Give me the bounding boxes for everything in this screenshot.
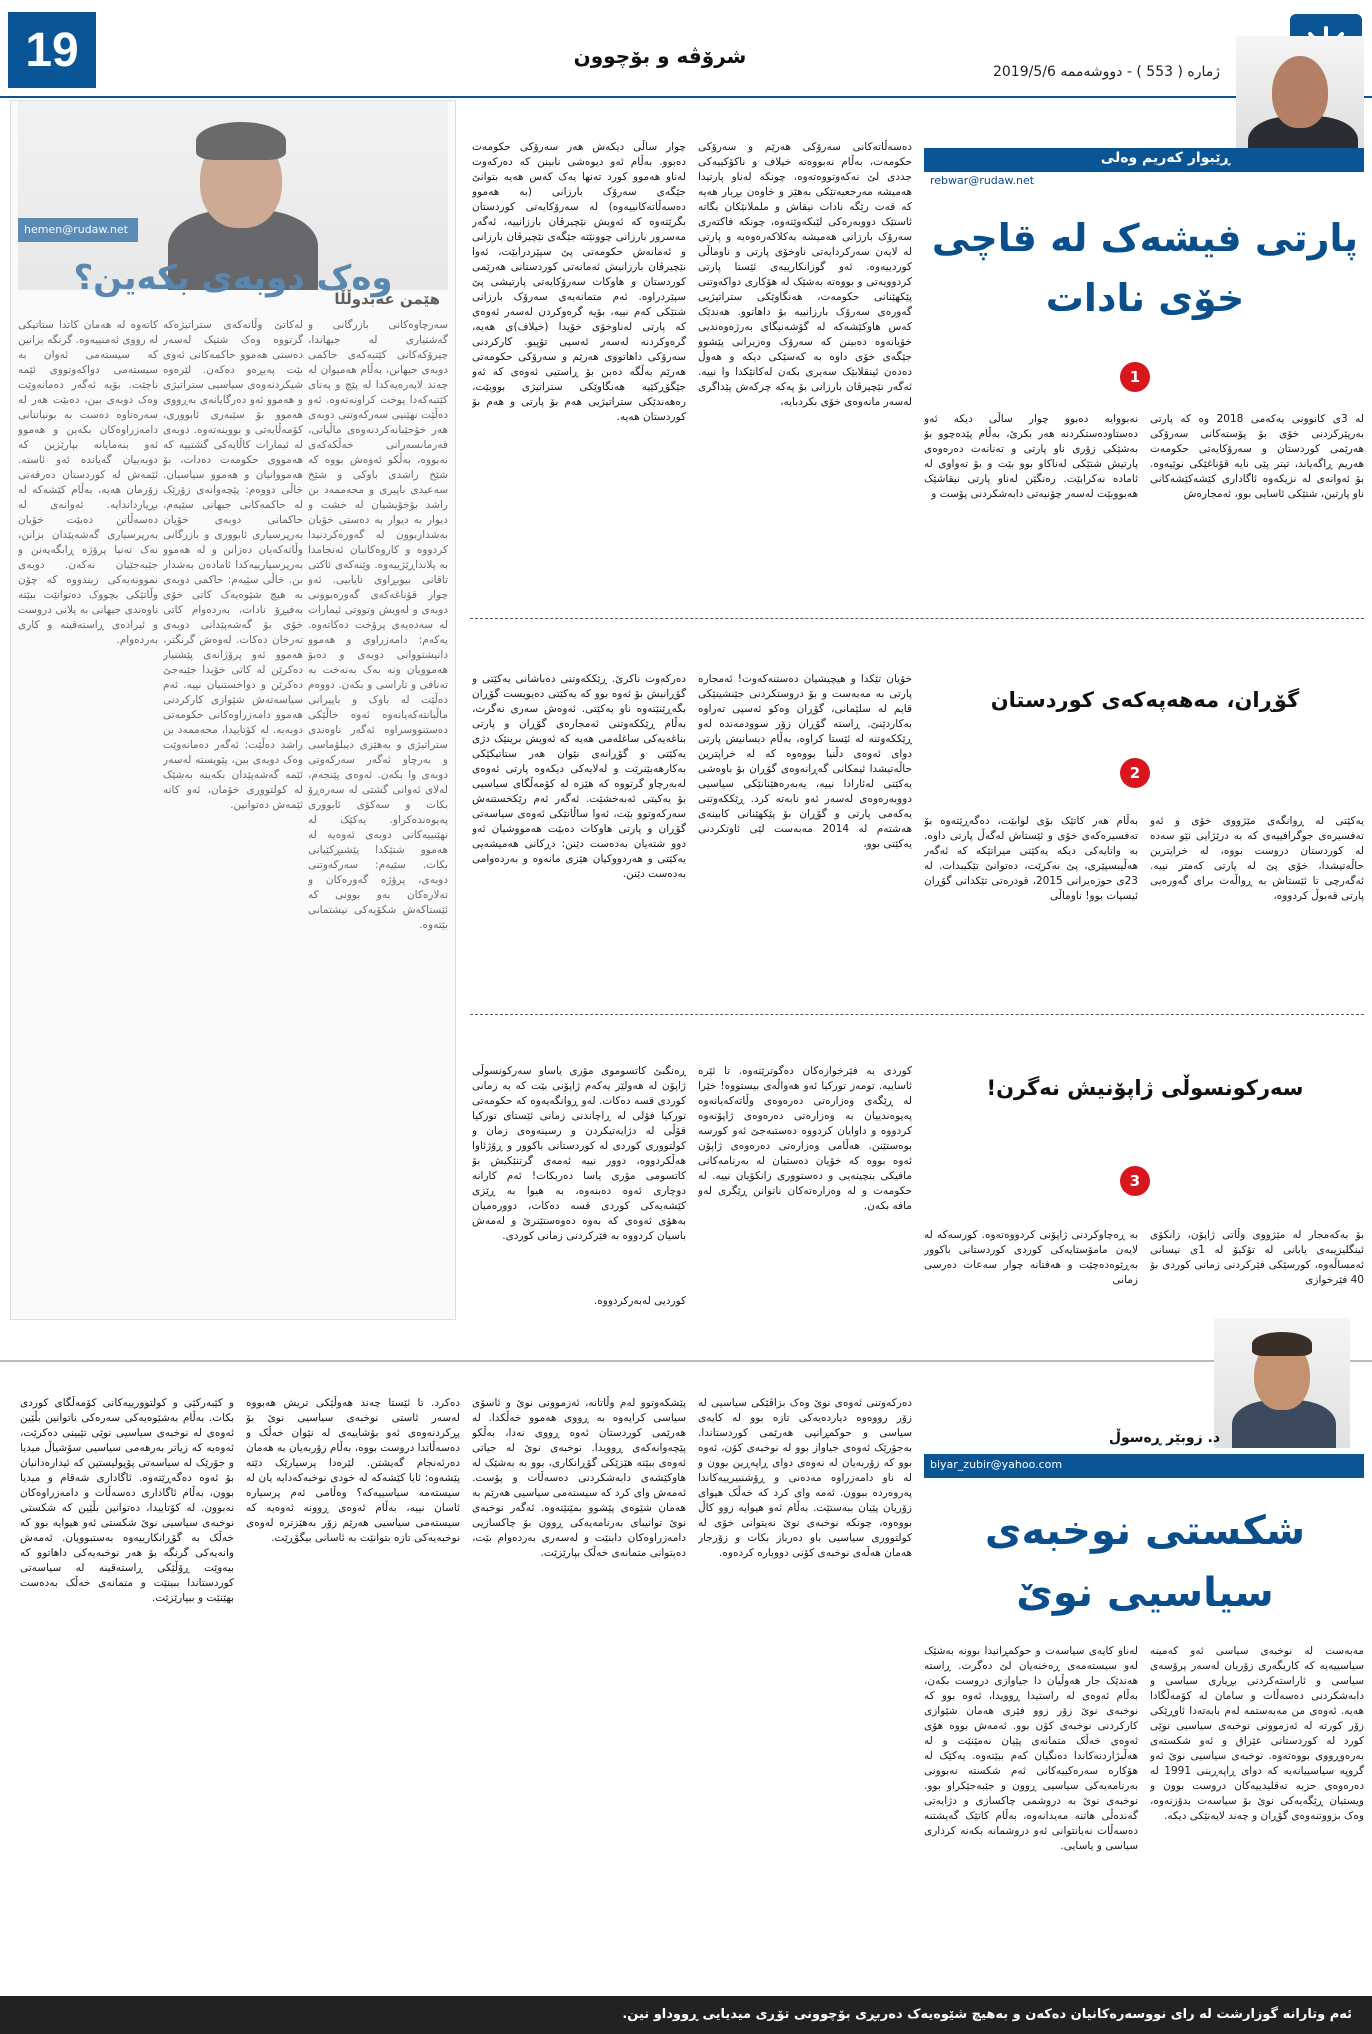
article1-s3-col3: کوردی بە فێرخوازەکان دەگوترێتەوە. تا ئێرە ئاساییە. تومەز تورکیا ئەو هەواڵەی بیستووە! خێرا لە ڕێگەی وەزارەتی دەرەوەی وڵاتەکەیانەوە پەیوەندییان بە وەزارەتی دەرەوەی ژاپۆنەوە کردووە و داوایان کردووە دەستبەجێ ئەو کورسە بوەستێنن. هەڵامی وەزارەتی دەرەوەی ژاپۆن ئەوە بووە کە خۆیان دەستیان لە بەرنامەکانی مافیکی بنچینەیی و دەستووری زانکۆیان نییە. لە حکومەت و لە وەزارەتەکان ناتوانن ڕێگری لەو مافە بکەن. [698,1065,912,1212]
article1-s3-col5: کوردیی لەبەرکردووە. [593,1295,686,1307]
section-title: شرۆڤە و بۆچوون [573,44,747,68]
author-name-hemen: هێمن عەبدوڵڵا [334,290,440,308]
article3-col5: دەکرد. تا ئێستا چەند هەوڵێکی تریش هەبووە لەسەر ئاستی نوخبەی سیاسیی نوێ بۆ پڕکردنەوەی ئەو بۆشاییەی لە نێوان خەڵک و دەسەڵاتدا دروست بووە، بەڵام زۆربەیان بە هەمان دەرئەنجام گەیشتن. لێرەدا پرسیارێک دێتە پێشەوە: ئایا کێشەکە لە خودی نوخبەکەدایە یان لە سیستەمە سیاسییەکە؟ وەڵامی ئەم پرسیارە ئاسان نییە، بەڵام ئەوەی ڕوونە ئەوەیە کە سیستەمی سیاسیی هەرێم زۆر بەهێزترە لەوەی نوخبەیەکی تازە بتوانێت بە ئاسانی بیگۆڕێت. [246,1397,460,1544]
article1-s2-col4: دەرکەوت ناکرێ. ڕێککەوتنی دەباشانی یەکێتی و گۆڕانیش بۆ ئەوە بوو کە یەکێتی دەیویست گۆڕان بگەڕێنێتەوە ناو یەکێتی. ئەوەش سەری نەگرت، بەڵام ڕێککەوتنی ئەمجارەی گۆڕان و پارتی بناغەیەکی ساغلەمی هەیە کە ئەویش برینێک دژی یەکێتی و گۆڕانەی نێوان هەر ستاتیکێکی بەکارهەبێنرێت و لەلایەکی دیکەوە پارتی ئەوەی لەبەرچاو گرتووە کە هێزە لە کۆمەڵگای سیاسیی بۆ یەکیتی ئەبەخشێت. ئەگەر ئەم رێکخستنەش سەرکەوتوو بێت، ئەوا ساڵانێکی ئەوەی سیاسەتی گۆڕان و پارتی هاوکات دەبێت هەمووشیان ئەو دوو شتەیان بەدەست دێنن: دڕکانی هەمیشەیی یەکێتی و هەردووکیان هێزی مانەوە و بەردەوامی بەدەست دێنن. [472,673,686,880]
article1-s1-col2: نەبووایە دەبوو چوار ساڵی دیکە ئەو دەستاودەستکردنە هەر بکرێ، بەڵام پێدەچوو بۆ بەشێکی زۆری ناو پارتی و تەنانەت دەرەوەی پارتیش شتێکی لەناکاو بوو بێت و بۆ تەواوی لە ئامادە نەکرابێت. رەنگێن لەناو پارتی نیقاشێک هەبووبێت لەسەر چۆنیەتی دابەشکردنی پۆست و [924,413,1138,500]
article1-s2-col2: بەڵام هەر کاتێک بۆی لوابێت، دەگەڕێتەوە بۆ تەفسیرەکەی خۆی و ئێستاش لەگەڵ پارتی داوە. بە واتایەکی دیکە یەکێتی میراتێکە کە ئەگەر هەڵیبسپێری، پێ نەکرێت، دەتوانێ تێکیبدات. لە 23ی حوزەیرانی 2015، قودرەتی تێکدانی گۆڕان ئیسپات بوو! ناوماڵی [924,815,1138,902]
section2-subtitle: گۆڕان، مەهەپەکەی کوردستان [990,688,1300,712]
section3-subtitle: سەرکونسوڵی ژاپۆنیش نەگرن! [986,1076,1304,1100]
article1-title-line1: پارتی فیشەک لە قاچی [931,216,1359,260]
email-zubir[interactable]: biyar_zubir@yahoo.com [930,1458,1063,1471]
page-number: 19 [25,23,79,77]
footer-bar [0,1996,1372,2034]
article3-col3: دەرکەوتنی ئەوەی نوێ وەک بزاڤێکی سیاسیی لە زۆر رووەوە دیاردەیەکی تازە بوو لە کایەی سیاسی و حوکمڕانیی هەرێمی کوردستاندا. بەجۆرێک ئەوەی جیاواز بوو لە نوخبەی کۆن، ئەوە بوو کە زۆربەیان لە نەوەی دوای ڕاپەڕین بوون و لە ناو دامەزراوە مەدەنی و ڕۆشنبیرییەکاندا پەروەردە ببوون. ئەمە وای کرد کە خەڵک هیوای زۆریان پێیان ببەستێت. بەڵام ئەو هیوایە زوو کاڵ بووەوە، چونکە نوخبەی نوێ نەیتوانی خۆی لە کولتووری سیاسیی باو دەرباز بکات و زۆرجار هەمان هەڵەی نوخبەی کۆنی دووبارە کردەوە. [698,1397,912,1559]
article1-s3-col4: ڕەنگبێ کاتسوموی مۆری یاساو سەرکونسوڵی ژاپۆن لە هەولێر یەکەم ژاپۆنی بێت کە بە زمانی کوردی قسە دەکات. لەو ڕوانگەیەوە کە حکومەتی تورکیا فۆلی لە ڕاچاندنی زمانی ئێستای تورکیا قۆڵی لە دژایەتیکردن و رسینەوەی زمان و کولتووری کوردی لە کوردستانی باکوور و ڕۆژئاوا هەڵکردووە، دوور نییە ئەمەی گرتنێکیش بۆ کاتسومی مۆری یاسا دەربکات! ئەم کارانە دوچاری ئەوە دەبنەوە، بە هیوا بە ڕێزی کێشەیەکی کوردی قسە دەکات، دوورەمیان بەهۆی ئەوەی کە بەوە دەوەستێنرێ و لەمەش باسیان کردووە بە فێرکردنی زمانی کوردی. [472,1065,686,1242]
author-name-rebwar: ڕێبوار کەریم وەلی [1100,150,1230,166]
article1-s3-col1: بۆ بەکەمجار لە مێژووی وڵاتی ژاپۆن، زانکۆی ئینگلیزیبەی یابانی لە تۆکیۆ لە 1ی نیسانی ئەمساڵەوە، کورسێکی فێرکردنی زمانی کوردی بۆ 40 فێرخوازی [1150,1229,1364,1286]
article1-s1-col4: چوار ساڵی دیکەش هەر سەرۆکی حکومەت دەبوو. بەڵام ئەو دیوەشی نابینن کە دەرکەوت لەناو هەموو کورد تەنها یەک کەس هەیە بتوانێ جێگەی سەرۆک بارزانی (بە هەموو دەسەڵاتەکانییەوە) لە سەرۆکایەتی کوردستان بگرێتەوە کە ئەویش نێچیرڤان بارزانییە، ئەگەر مەسرور بارزانی چوونێتە جێگەی نێچیرڤان بارزانی و ئەمانەش حکومەتی پێ سپێردرابێت، ئەوا نێچیرڤان بارزانیش ئەمانەتی کوردستانی هەرێمی کوردستان و هاوکات سەرۆکایەتی پارتیشی پێ سپێردراوە. ئەم متمانەیەی سەرۆک بارزانی شتێکی کەم نییە، بۆیە گرەوکردن لەسەر ئەوەی کە پارتی لەناوخۆی خۆیدا (خیلاف)ی هەیە، گرەوکردنە لەسەر ئەسپی تۆپیو. کارکردنی سەرۆکی داهاتووی هەرێم و سەرۆکی حکومەتی هەرێم بەڵگە دەبن بۆ ڕاستیی ئەوەی کە ئەو جێگۆڕکێیە هەنگاوێکی ستراتیژی بووبێت، رەهەندێکی ستراتیژیی هەم بۆ پارتی و هەم بۆ کوردستان هەیە. [472,141,686,423]
article1-title-line2: خۆی نادات [1045,276,1245,320]
author-photo-rebwar [1236,36,1364,160]
article2-col2: لەکاتێ وڵاتەکەی ستراتیژەکە گرتووە وەک شتیک لەسەر دەستی هەموو حاکمەکانی ئەوی بێت پەیڕەو دەکەن. لێرەوە شیکردنەوەی سیاسیی ستراتیژی و هەموو ئەو دەرگایانەی بەڕووی هەموو بۆ سێبەری ئابووری، کۆمەڵایەتی و بووینەتەوە. دوبەی لە ئیمارات کاڵایەکی گشتییە کە هەمووی حکومەت دەدات، بۆ هەمووانیان و هەموو سیاسیان. خاڵی دووەم: پێچەوانەی زۆرێک لە حاکمەکانی جیهانی سێیەم، حاکمانی دوبەی خۆیان بەرپرسیاری ئابووری و بازرگانی وڵاتەکەیان دەزانن و لە هەموو بەرپرسیارییەکدا ئامادەن بەشدار بن. خاڵی سێیەم: حاکمی دوبەی بە هیچ شێوەیەک کاتی خۆی بەفیڕۆ نادات، بەردەوام کاتی خۆی بۆ گەشەپێدانی دوبەی تەرخان دەکات. لەوەش گرنگتر، هەموو ئەو پرۆژانەی پێشنیار دەکرێن لە کاتی خۆیدا جێبەجێ دەکرێن و دواخستنیان نییە. ئەم سیاسەتەش شێوازی کارکردنی هەموو دامەزراوەکانی حکومەتی دوبەیە. لە کۆتاییدا، محەممەد بن راشد دەڵێت: ئەگەر دەمانەوێت وەک دوبەی بین، پێویستە لەسەر ئێمە گەشەپێدان بکەینە بەشێک لە کولتووری خۆمان، ئەو کاتە ئێمەش دەتوانین. [163,319,303,811]
article2-col3: کاتەوە لە هەمان کاتدا ستاتیکی لە رووی ئەمنییەوە. گرنگە بزانین کە سیستەمی ئەوان بە سیستەمی دواکەوتووی ئێمە ناچێت. بۆیە ئەگەر دەمانەوێت وەک دوبەی بین، دەبێت هەر لە سەرەتاوە دەست بە بونیاتنانی دامەزراوەکان بکەین و هەموو ئەو بنەمایانە بپارێزین کە دوبەییان گەیاندە ئەو ئاستە. ئێمەش لە کوردستان دەرفەتی زۆرمان هەیە، بەڵام کێشەکە لە بڕیارداندایە. ئەوانەی لە دەسەڵاتن دەبێت خۆیان بەرپرسیاری گەشەپێدان بزانن، نەک تەنیا پرۆژە ڕابگەیەنن و جێبەجێیان نەکەن. دوبەی نموونەیەکی زیندووە کە چۆن وڵاتێکی بچووک دەتوانێت ببێتە ناوەندی جیهانی بە پلانی دروست و ئیرادەی ڕاستەقینە و کاری بەردەوام. [18,319,158,646]
section-number-3: 3 [1120,1166,1150,1196]
issue-info: ژمارە ( 553 ) - دووشەممە 2019/5/6 [992,64,1220,80]
email-rebwar[interactable]: rebwar@rudaw.net [930,174,1035,187]
article3-title-line2: سیاسیی نوێ [1016,1570,1274,1616]
article2-title: وەک دوبەی بکەین؟ [73,258,393,298]
section-divider-1 [470,618,1364,619]
article1-s3-col2: بە ڕەچاوکردنی ژاپۆنی کردووەتەوە. کورسەکە لە لایەن مامۆستایەکی کوردی کوردستانی باکوور بەڕێوەدەچێت و هەفتانە چوار سەعات دەرسی زمانی [924,1229,1138,1286]
page-number-box [8,12,96,88]
article1-s2-col3: خۆیان تێکدا و هیچیشیان دەستنەکەوت! ئەمجارە پارتی بە مەبەست و بۆ دروستکردنی جێنشینێکی قایم لە سلێمانی، گۆڕان وەکو ئەسپی تەراوە بەکاردێنێ. ڕاستە گۆڕان زۆر سوودمەندە لەو ڕێککەوتنە لە ئێستا کراوە، بەڵام دیسانیش پارتی دوای ئەوەی دڵنیا بووەوە کە لە خراپترین حاڵەتیشدا ئیمکانی گەڕانەوەی گۆڕان بۆ باوەشی یەکێتی لەئارادا نییە، یەبەرەهێنانێکی سیاسیی دووبەرەوەی لەسەر ئەو نابەتە کرد. ڕێککەوتنی یەکەمی پارتی و گۆڕان بۆ پێکهێنانی کابینەی هەشتەم لە 2014 مەبەست لێی ئاوتکردنی یەکێتی بوو، [698,673,912,850]
section-divider-2 [470,1014,1364,1015]
header-divider [0,96,1372,98]
article1-s1-col3: دەسەڵاتەکانی سەرۆکی هەرێم و سەرۆکی حکومەت، بەڵام نەبووەتە خیلاف و ناکۆکییەکی جددی لێ نەکەوتووەتەوە، چونکە لەناو پارتیدا هەمیشە مەرجعیەتێکی بەهێز و خاوەن بڕیار هەیە کە قەت رێگە نادات نیقاش و ململانێکان بگاتە ئاستێک دووبەرەکی لێبکەوێتەوە، چونکە فاکتەری سەرۆک بارزانی هەمیشە بەکلاکەرەوەیە و پارتی لە لایەن سەرکردایەتی ناوخۆی پارتی و ناوماڵی کوردییەوە. ئەو گوزانکارییەی ئێستا پارتی کردوویەتی و بووەتە بەشێک لە هۆکاری دواکەوتنی پێکهێنانی حکومەت، هەنگاوێکی ستراتیژیی گەورەی سەرۆک بارزانییە بۆ داهاتوو. هەندێک کەس هاوکێشەکە لە گۆشەنیگای بەرژەوەندیی خۆیانەوە دەبینن کە سەرۆک وەزیرانی پێشوو جێگەی خۆی داوە بە کەسێکی دیکە و هەوڵ دەدەن ئینقلابێک سەیری بکەن لەکاتێکدا وا نییە. ئەگەر نێچیرڤان بارزانی بۆ پەکە چرکەش پێداگری لەسەر مانەوەی خۆی بکردبایە، [698,141,912,408]
article3-col6: و کێبەرکێی و کولتوورییەکانی کۆمەڵگای کوردی بکات. بەڵام بەشێوەیەکی سەرەکی ناتوانین بڵێین ئەوەی لە نوخبەی سیاسیی نوێی تێبینی دەکرێت، ئەوەیە کە زیاتر بەرهەمی سیاسیی سۆشیاڵ میدیا و جۆرێک لە سیاسەتی پۆپولیستین کە ئیدارەدانیان بۆ ئەوە دەگەڕێتەوە. ئاگاداری شەقام و میدیا بوون، بەڵام ئاگاداری دەسەڵات و دامەزراوەکان نەبوون. لە کۆتاییدا، دەتوانین بڵێین کە شکستی نوخبەی سیاسیی نوێ شکستی ئەو هیوایە بوو کە خەڵک بە گۆڕانکارییەوە بەستبوویان. ئەمەش وانەیەکی گرنگە بۆ هەر نوخبەیەکی داهاتوو کە بیەوێت ڕۆڵێکی ڕاستەقینە لە سیاسەتی کوردستاندا ببینێت و متمانەی خەڵک بەدەست بهێنێت و بیپارێزێت. [20,1397,234,1604]
footer-disclaimer: ئەم وتارانە گوزارشت لە رای نووسەرەکانیان دەکەن و بەهیچ شێوەیەک دەربڕی بۆچوونی تۆڕی میدیایی ڕووداو نین. [622,2007,1352,2022]
page-header [0,0,1372,96]
article3-col4: پێشکەوتوو لەم وڵاتانە، ئەزموونی نوێ و ئاسۆی سیاسی کرایەوە بە ڕووی هەموو خەڵکدا. لە هەرێمی کوردستان ئەوە ڕووی نەدا، بەڵکو پێچەوانەکەی ڕوویدا. نوخبەی نوێ لە جیاتی ئەوەی ببێتە هێزێکی گۆڕانکاری، بوو بە بەشێک لە هاوکێشەی دابەشکردنی دەسەڵات و پۆست. ئەمەش وای کرد کە سیستەمی سیاسیی هەرێم بە هەمان شێوەی پێشوو بمێنێتەوە. ئەگەر نوخبەی نوێ توانیبای بەرنامەیەکی ڕوون بۆ چاکسازیی دامەزراوەکان دابنێت و لەسەری بەردەوام بێت، دەیتوانی متمانەی خەڵک بپارێزێت. [472,1397,686,1559]
article3-col1: مەبەست لە نوخبەی سیاسی ئەو کەمینە سیاسییەیە کە کاریگەری زۆریان لەسەر پرۆسەی سیاسی و ئاراستەکردنی بڕیاری سیاسی و دابەشکردنی دەسەڵات و سامان لە کۆمەڵگادا هەیە. ئەوەی من مەبەستمە لەم بابەتەدا ئاوڕێکی زۆر کورتە لە ئەزموونی نوخبەی سیاسیی نوێی کورد لە کوردستانی عێراق و ئەو شکستەی بەرەوڕووی بووەتەوە. نوخبەی سیاسیی نوێ ئەو گروپە سیاسییانەیە کە دوای ڕاپەڕینی 1991 لە دەرەوەی حزبە تەقلیدییەکان دروست بوون و ویستیان ڕێگەیەکی نوێ بۆ سیاسەت بدۆزنەوە، وەک بزووتنەوەی گۆڕان و چەند لایەنێکی دیکە. [1150,1645,1364,1822]
middle-section-divider [0,1360,1372,1362]
article3-col2: لەناو کایەی سیاسەت و حوکمڕانیدا بوونە بەشێک لەو سیستەمەی ڕەخنەیان لێ دەگرت. ڕاستە هەندێک جار هەوڵیان دا جیاوازی دروست بکەن، بەڵام ئەوەی لە راستیدا ڕوویدا، ئەوە بوو کە نوخبەی نوێ زۆر زوو فێری هەمان شێوازی کارکردنی نوخبەی کۆن بوو. ئەمەش بووە هۆی ئەوەی خەڵک متمانەی پێیان نەمێنێت و لە هەڵبژاردنەکاندا دەنگیان کەم ببێتەوە. یەکێک لە هۆکارە سەرەکییەکانی ئەم شکستە نەبوونی بەرنامەیەکی سیاسیی ڕوون و جێبەجێکراو بوو. نوخبەی نوێ بە دروشمی چاکسازی و دژایەتی گەندەڵی هاتنە مەیدانەوە، بەڵام کاتێک گەیشتنە دەسەڵات نەیانتوانی ئەو دروشمانە بکەنە کرداری سیاسی و یاسایی. [924,1645,1138,1852]
author-photo-zubir [1214,1318,1350,1448]
email-hemen[interactable]: hemen@rudaw.net [24,223,128,236]
article1-s2-col1: یەکێتی لە ڕوانگەی مێژووی خۆی و ئەو تەفسیرەی جوگرافییەی کە بە درێژایی نێو سەدە لە کوردستان دروست بووە، لە خراپترین حاڵەتیشدا، خۆی پێ لە پارتی کەمتر نییە. ئەگەرچی تا ئێستاش بە ڕواڵەت برای گەورەیی پارتی قەبوڵ کردووە، [1150,815,1364,902]
section-number-2: 2 [1120,758,1150,788]
article2-col1: سەرچاوەکانی بازرگانی و گەشتیاری لە جیهاندا، چیرۆکەکانی کێتبەکەی حاکمی دوبەی جیهانن، بەڵام هەمیوان لە چەند لاپەرەیەکدا لە پێچ و پەنای کێتبەکەدا پوخت کراونەتەوە. ئەو دەڵێت نهێنیی سەرکەوتنی دوبەی هەر خۆجێبانەکردنەوەی ماڵیاتی، فەرمانسەرانی خەڵکەکەی نەبووە، بەڵکو ئەوەش بووە کە شێخ راشدی باوکی و شێخ سەعیدی باپیری و محەممەد بن راشد بۆخۆیشیان لە خشت و دیوار بە دیوار بە دەستی خۆیان بەشداربوون لە گەورەکردنیدا کردووە و کاروەکانیان ئەنجامدا بە پلانداڕێژییەوە. وێنەکەی ئاکتی تاقانی بیوبڕاوی نایابیی. ئەو چوار قۆناغەکەی گەورەبوونی دوبەی و لەویش وتووتی ئیمارات لە سەدەیەی پرۆخت دەکاتەوە. یەکەم: دامەزراوی و هەموو دانیشتووانی دوبەی و دەبۆ هەموویان ونە بەک بەنەخت بە تەنافی و تاراسی و بکەن. دووەم دەڵێت لە باوک و باپیرانی ماڵبانتەکەیانەوە ئەوە خاڵێکی دەستنووسراوە ئەگەر ناوەندی ستراتیژی و بەهێزی دیبلۆماسی و بەرچاو ئەگەر سەرکەوتی دوبەی وا بکەن. ئەوەی پێنجەم، لەلای ئەوانی گشتی لە سەرەڕۆ بکات و سەکۆی ئابووری پەیوەندەکراو. یەکێک لە نهێنییەکانی دوبەی ئەوەیە لە هەموو شتێکدا پێشبڕکێیانی بکات. سێیەم: سەرکەوتنی دوبەی، پرۆژە گەورەکان و تەلارەکان بەو بوونی کە ئێستاکەش شکۆیەکی نیشتمانی بێتەوە. [308,319,448,931]
section-number-1: 1 [1120,362,1150,392]
author-name-zubir: د. زوبێر ڕەسوڵ [1108,1430,1220,1446]
article3-title-line1: شکستی نوخبەی [984,1508,1306,1554]
article1-s1-col1: لە 3ی کانوونی یەکەمی 2018 وە کە پارتی بەرپێرکردنی خۆی بۆ پۆستەکانی سەرۆکی هەرێمی کوردستان و سەرۆکایەتی حکومەت هەریم ڕاگەیاند، تیتر پێی نایە قۆناغێکی نوێیەوە. بۆ ئەوانەی لە نزیکەوە ئاگاداری کێشەکێشەکانی ناو پارتین، شتێکی ئاسایی بوو، ئەمجارەش [1150,413,1364,500]
